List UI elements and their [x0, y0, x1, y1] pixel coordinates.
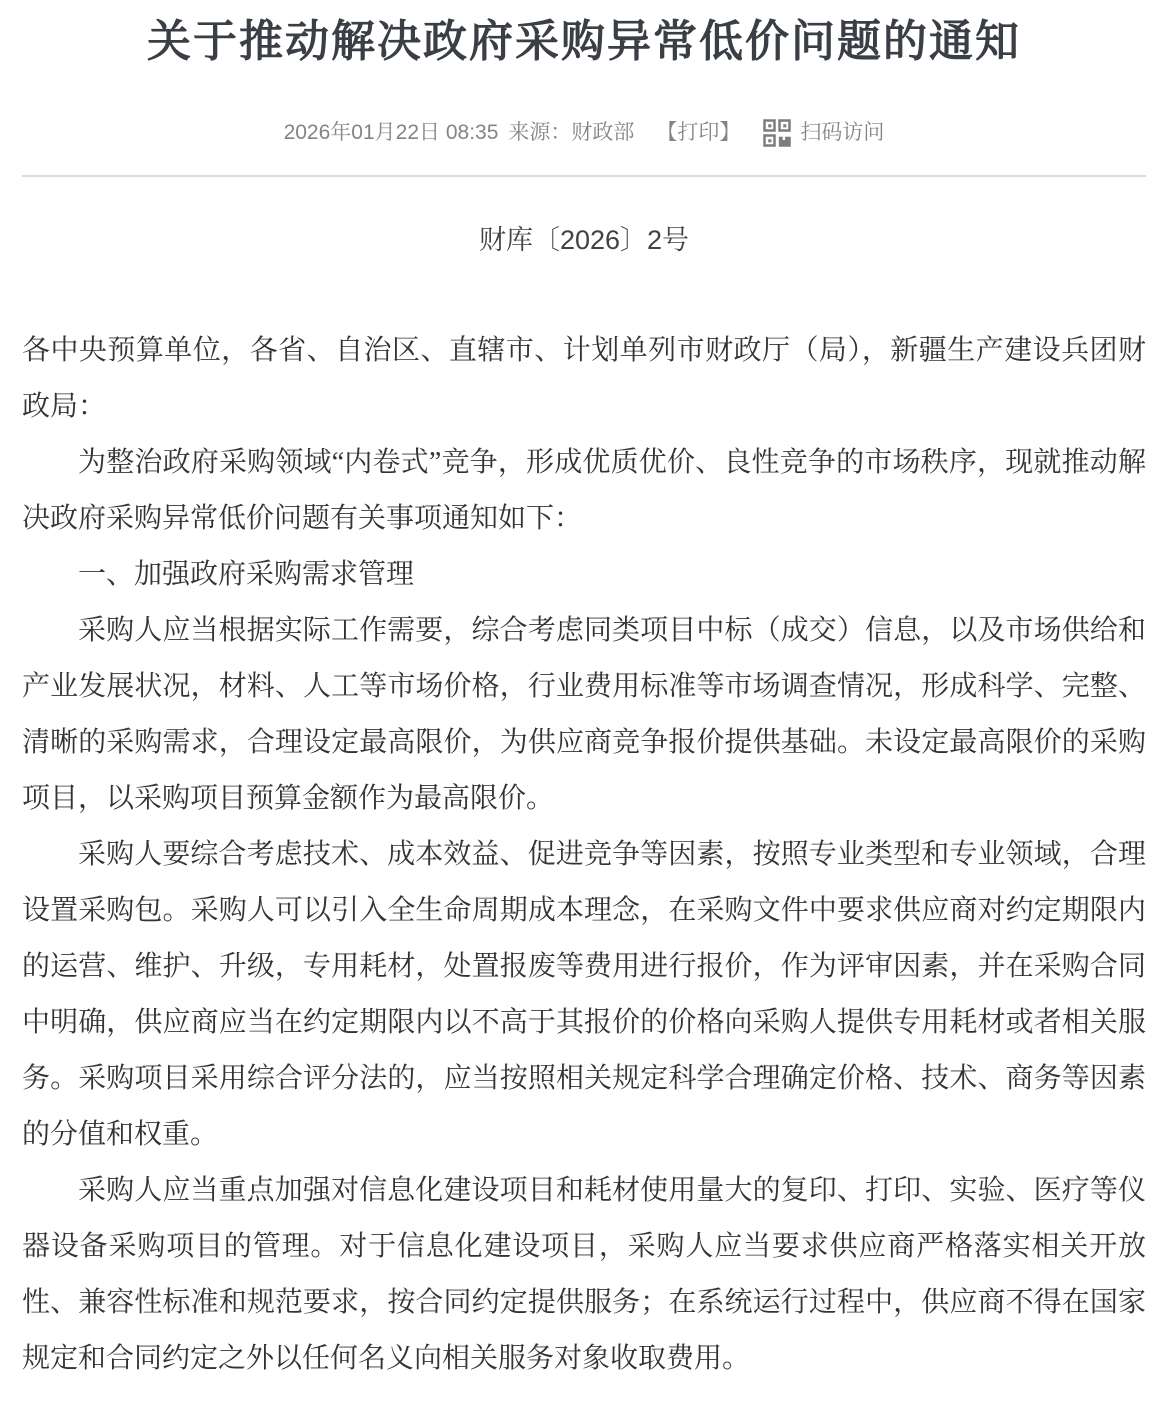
print-button[interactable]: 【打印】	[656, 121, 741, 144]
document-number: 财库〔2026〕2号	[478, 225, 690, 255]
scan-label: 扫码访问	[800, 121, 885, 144]
notice-page	[0, 16, 1168, 1402]
source-value: 财政部	[571, 121, 635, 144]
paragraph-body: 采购人要综合考虑技术、成本效益、促进竞争等因素，按照专业类型和专业领域，合理设置采购包。采购人可以引入全生命周期成本理念，在采购文件中要求供应商对约定期限内的运营、维护、升级，专用耗材，处置报废等费用进行报价，作为评审因素，并在采购合同中明确，供应商应当在约定期限内以不高于其报价的价格向采购人提供专用耗材或者相关服务。采购项目采用综合评分法的，应当按照相关规定科学合理确定价格、技术、商务等因素的分值和权重。	[22, 839, 1146, 1150]
paragraph-body: 采购人应当重点加强对信息化建设项目和耗材使用量大的复印、打印、实验、医疗等仪器设备采购项目的管理。对于信息化建设项目，采购人应当要求供应商严格落实相关开放性、兼容性标准和规范要求，按合同约定提供服务；在系统运行过程中，供应商不得在国家规定和合同约定之外以任何名义向相关服务对象收取费用。	[22, 1175, 1146, 1374]
paragraph-body: 采购人应当根据实际工作需要，综合考虑同类项目中标（成交）信息，以及市场供给和产业发展状况，材料、人工等市场价格，行业费用标准等市场调查情况，形成科学、完整、清晰的采购需求，合理设定最高限价，为供应商竞争报价提供基础。未设定最高限价的采购项目，以采购项目预算金额作为最高限价。	[22, 615, 1146, 814]
scan-qr-link[interactable]	[762, 118, 884, 148]
qr-code-icon	[762, 118, 792, 148]
header-divider	[22, 175, 1146, 177]
document-body	[22, 323, 1146, 1387]
page-title: 关于推动解决政府采购异常低价问题的通知	[147, 17, 1021, 66]
publish-datetime: 2026年01月22日 08:35	[283, 121, 499, 144]
paragraph-intro: 为整治政府采购领域“内卷式”竞争，形成优质优价、良性竞争的市场秩序，现就推动解决政府采购异常低价问题有关事项通知如下：	[22, 447, 1146, 534]
section-heading-1: 一、加强政府采购需求管理	[78, 559, 415, 590]
paragraph-salutation: 各中央预算单位，各省、自治区、直辖市、计划单列市财政厅（局），新疆生产建设兵团财政局：	[22, 335, 1146, 422]
source-label: 来源：	[508, 121, 572, 144]
article-meta	[22, 118, 1146, 148]
